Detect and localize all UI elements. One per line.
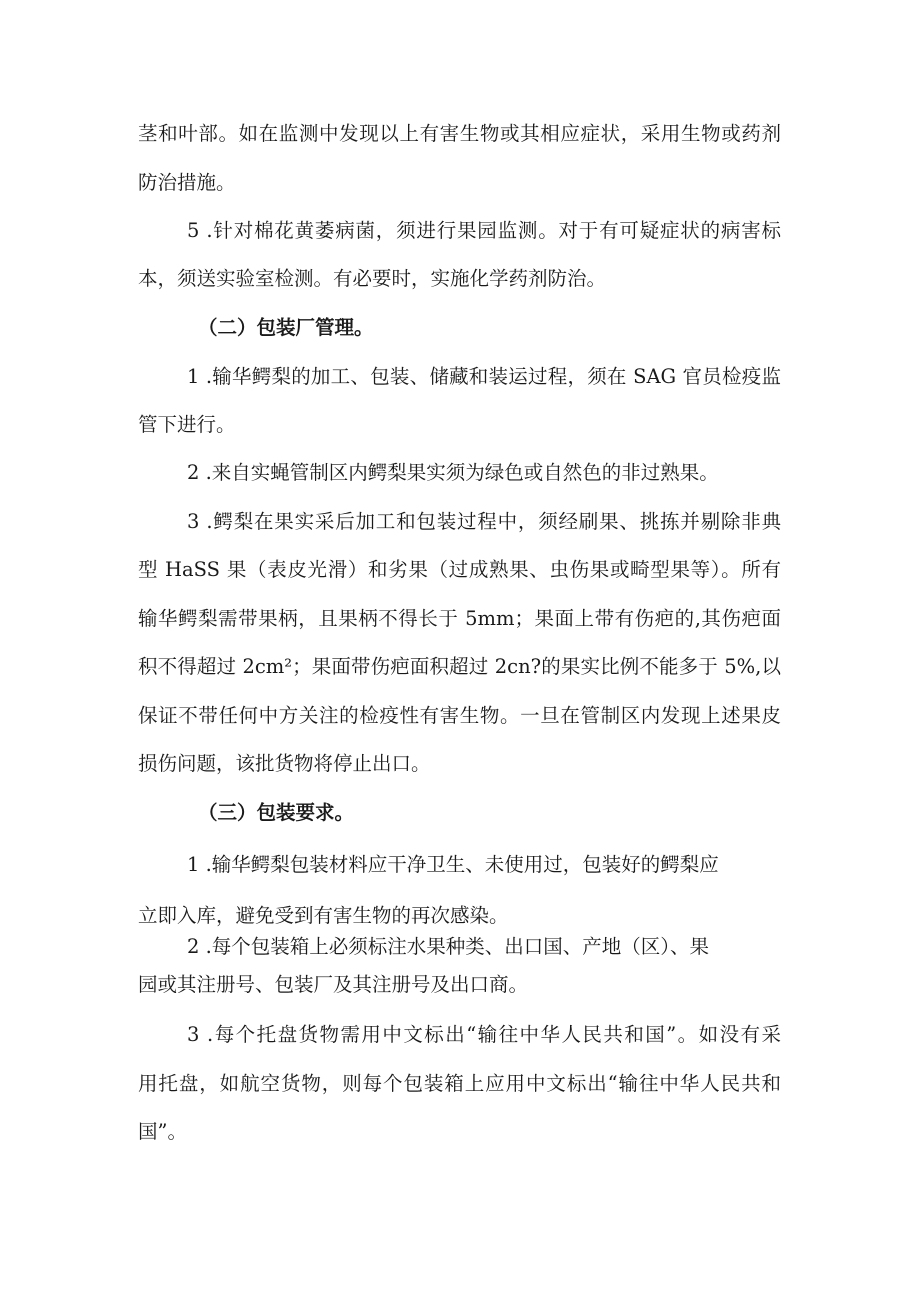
section-heading: （二）包装厂管理。 <box>198 316 374 339</box>
body-text-line: 本，须送实验室检测。有必要时，实施化学药剂防治。 <box>138 267 607 290</box>
body-text-line: 国”。 <box>138 1120 187 1143</box>
body-text-line: 3 .鳄梨在果实采后加工和包装过程中，须经刷果、挑拣并剔除非典 <box>187 510 781 533</box>
body-text-line: 园或其注册号、包装厂及其注册号及出口商。 <box>138 973 529 996</box>
body-text-line: 2 .来自实蝇管制区内鳄梨果实须为绿色或自然色的非过熟果。 <box>187 461 719 484</box>
body-text-line: 积不得超过 2cm²；果面带伤疤面积超过 2cn?的果实比例不能多于 5%,以 <box>138 655 781 678</box>
body-text-line: 3 .每个托盘货物需用中文标出“输往中华人民共和国”。如没有采 <box>187 1023 781 1046</box>
body-text-line: 保证不带任何中方关注的检疫性有害生物。一旦在管制区内发现上述果皮 <box>138 704 781 727</box>
body-text-line: 1 .输华鳄梨的加工、包装、储藏和装运过程，须在 SAG 官员检疫监 <box>187 365 781 388</box>
body-text-line: 型 HaSS 果（表皮光滑）和劣果（过成熟果、虫伤果或畸型果等）。所有 <box>138 558 781 581</box>
body-text-line: 损伤问题，该批货物将停止出口。 <box>138 752 431 775</box>
body-text-line: 立即入库，避免受到有害生物的再次感染。 <box>138 904 509 927</box>
body-text-line: 5 .针对棉花黄萎病菌，须进行果园监测。对于有可疑症状的病害标 <box>187 219 781 242</box>
section-heading: （三）包装要求。 <box>198 801 355 824</box>
body-text-line: 管下进行。 <box>138 413 236 436</box>
body-text-line: 用托盘，如航空货物，则每个包装箱上应用中文标出“输往中华人民共和 <box>138 1072 781 1095</box>
body-text-line: 1 .输华鳄梨包装材料应干净卫生、未使用过，包装好的鳄梨应 <box>187 853 719 876</box>
body-text-line: 输华鳄梨需带果柄，且果柄不得长于 5mm；果面上带有伤疤的,其伤疤面 <box>138 607 781 630</box>
body-text-line: 防治措施。 <box>138 171 236 194</box>
body-text-line: 茎和叶部。如在监测中发现以上有害生物或其相应症状，采用生物或药剂 <box>138 122 781 145</box>
body-text-line: 2 .每个包装箱上必须标注水果种类、出口国、产地（区）、果 <box>187 935 710 958</box>
